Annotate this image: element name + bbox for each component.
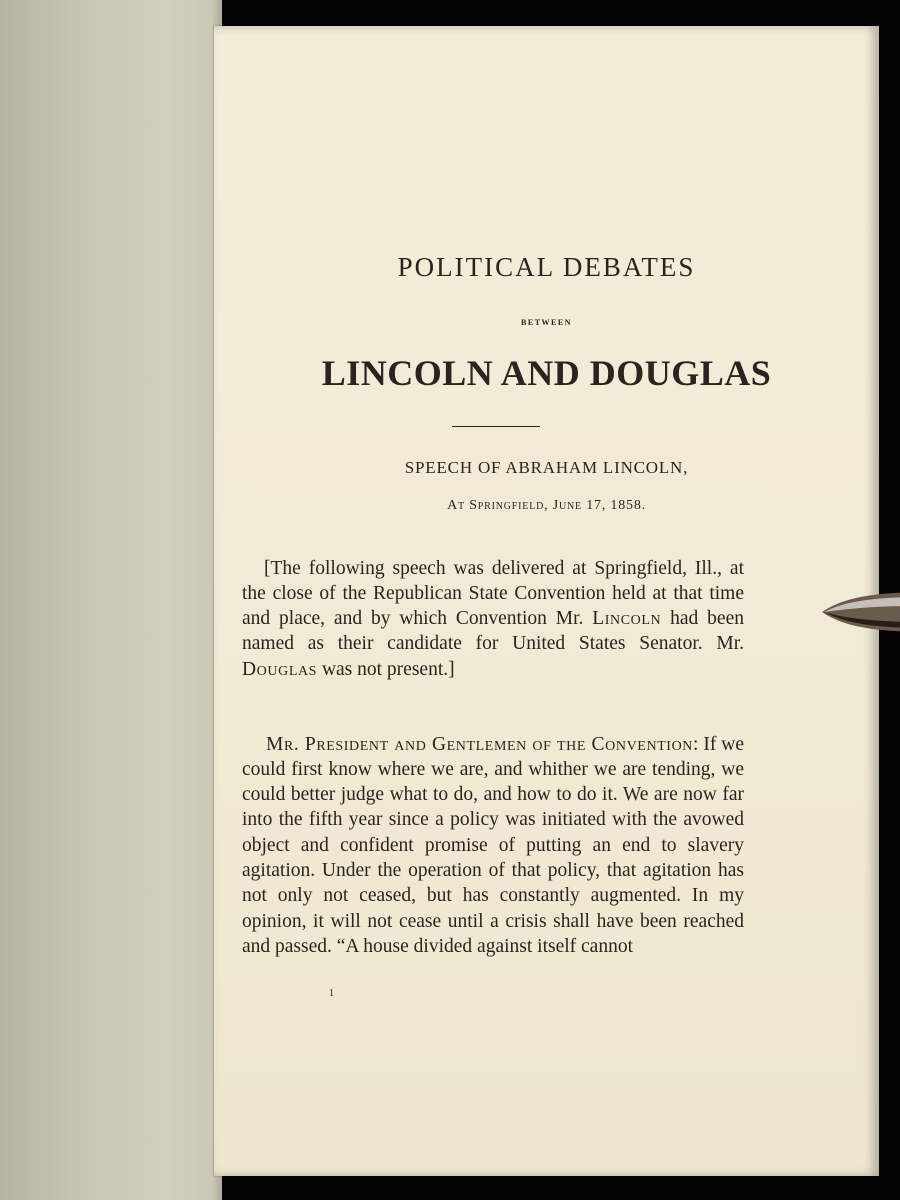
book-subtitle: LINCOLN AND DOUGLAS [321,353,772,393]
intro-lincoln: Lincoln [592,608,662,630]
left-facing-page [0,0,222,1200]
title-between: between [521,314,572,328]
intro-text-1: [The following speech was delivered at Springfield, Ill., at the close of the Republican State Convention held at that time and place, and by which Convention Mr. [242,557,744,630]
speech-text: : If we could first know where we are, and whither we are tending, we could better judge what to do, and how to do it. We are now far into the fifth year since a policy was initiated with the avowed object and confident promise of putting an end to slavery agitation. Under the operation of that policy, that agitation has not only not ceased, but has constantly augmented. In my opinion, it will not cease until a crisis shall have been reached and passed. “A house divided against itself cannot [242,733,744,957]
speech-paragraph [242,732,744,960]
speech-heading: SPEECH OF ABRAHAM LINCOLN, [404,458,689,477]
title-divider [452,426,540,427]
pen-tip-icon [822,588,900,636]
intro-text-2: had been named as their candidate for United States Senator. Mr. [242,608,744,655]
intro-paragraph [242,556,744,682]
book-title: POLITICAL DEBATES [397,252,696,282]
book-page [214,26,879,1176]
intro-text-3: was not present.] [317,658,455,680]
signature-mark: 1 [329,988,334,999]
speech-place-date: At Springfield, June 17, 1858. [447,498,646,513]
speech-address: Mr. President and Gentlemen of the Convention [266,733,693,755]
intro-douglas: Douglas [242,658,318,680]
